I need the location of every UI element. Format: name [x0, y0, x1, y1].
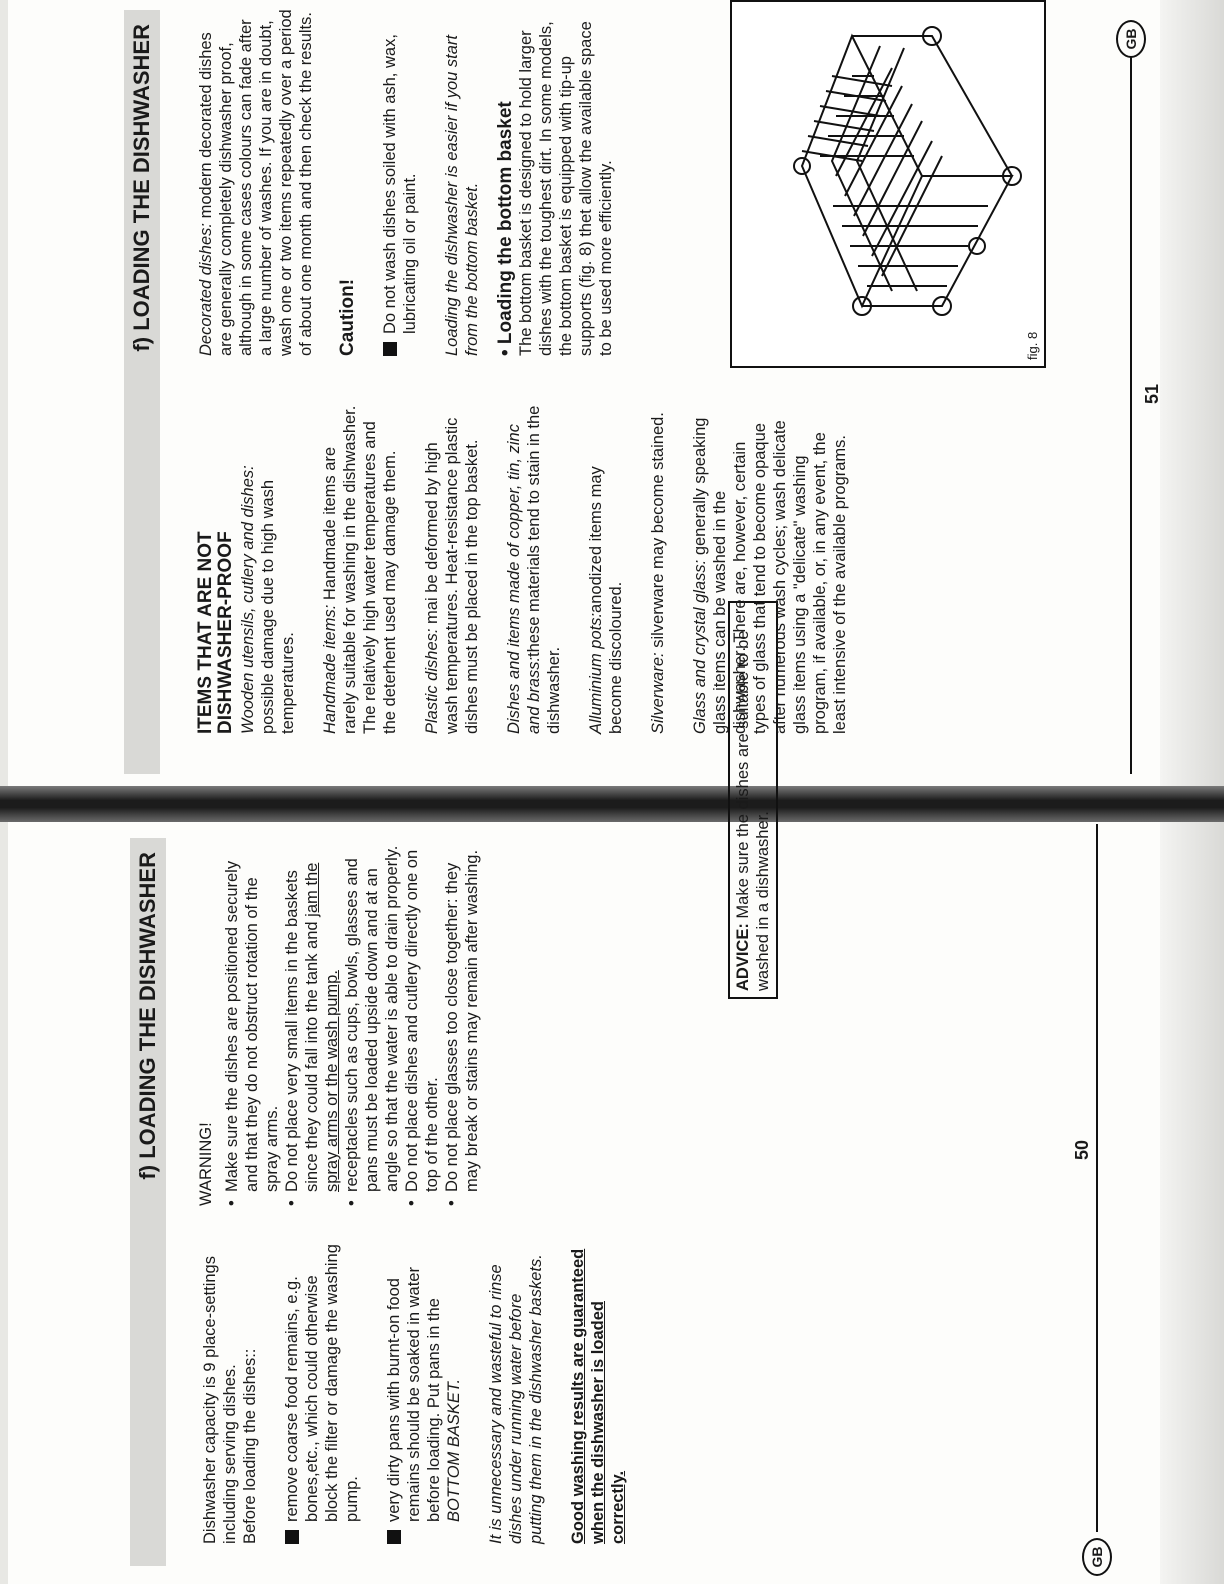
dot-bullet-icon: • — [343, 1200, 361, 1206]
not-dishwasher-proof-heading: ITEMS THAT ARE NOT DISHWASHER-PROOF — [195, 531, 236, 734]
capacity-line: Dishwasher capacity is 9 place-settings including serving dishes. — [201, 1256, 239, 1544]
bullet-dirty-pans: very dirty pans with burnt-on food remains should be soaked in water before loading. Put pans in the BOTTOM BASKET. — [384, 1244, 464, 1544]
dot-bullet-icon: • — [223, 1200, 241, 1206]
before-loading-line: Before loading the dishes:: — [241, 1348, 259, 1544]
capacity-text — [200, 1244, 260, 1544]
aluminium-pots: Alluminium pots:anodized items may become discoloured. — [587, 466, 625, 734]
figure-label: fig. 8 — [1025, 331, 1040, 360]
advice-box: ADVICE: Make sure the dishes are suitable to be washed in a dishwasher. — [728, 601, 778, 999]
page-50-column-1 — [200, 1244, 650, 1544]
figure-8-bottom-basket — [730, 0, 1046, 368]
silverware: Silverware: silverware may become stained. — [649, 412, 667, 734]
tip-glasses: • Do not place glasses too close together: they may break or stains may remain after washing. — [443, 849, 481, 1206]
page-51-column-1 — [196, 404, 872, 734]
square-bullet-icon — [387, 1530, 401, 1544]
square-bullet-icon — [285, 1530, 299, 1544]
page-51-footer-rule — [1130, 54, 1132, 774]
wooden-utensils: Wooden utensils, cutlery and dishes: possible damage due to high wash temperatures. — [239, 465, 297, 734]
copper-items: Dishes and items made of copper, tin, zinc and brass:these materials tend to stain in the dishwasher. — [505, 405, 563, 734]
bullet-remove-food: remove coarse food remains, e.g. bones,etc., which could otherwise block the filter or damage the washing pump. — [282, 1244, 362, 1544]
warning-label: WARNING! — [197, 1122, 215, 1206]
tip-dishes-secure: • Make sure the dishes are positioned securely and that they do not obstruct rotation of the spray arms. — [223, 860, 281, 1206]
loading-easier-note: Loading the dishwasher is easier if you start from the bottom basket. — [443, 34, 481, 356]
bullet-do-not-wash: Do not wash dishes soiled with ash, wax, lubricating oil or paint. — [380, 6, 420, 356]
handmade-items: Handmade items: Handmade items are rarely suitable for washing in the dishwasher. The relatively high water temperatures and the deterhent used may damage them. — [321, 405, 399, 734]
rinse-note: It is unnecessary and wasteful to rinse dishes under running water before putting them in the dishwasher baskets. — [487, 1254, 545, 1544]
caution-heading: Caution! — [337, 278, 358, 356]
dot-bullet-icon: • — [403, 1200, 421, 1206]
page-51-column-2 — [196, 6, 616, 356]
plastic-dishes: Plastic dishes: mai be deformed by high wash temperatures. Heat-resistance plastic dishes must be placed in the top basket. — [423, 417, 481, 734]
square-bullet-icon — [383, 342, 397, 356]
page-50-footer-rule — [1096, 824, 1098, 1532]
good-results-note: Good washing results are guaranteed when the dishwasher is loaded correctly. — [569, 1248, 627, 1544]
gb-language-badge-left: GB — [1082, 1538, 1112, 1576]
dish-basket-illustration — [732, 2, 1044, 366]
bottom-basket-section: • Loading the bottom basket The bottom basket is designed to hold larger dishes with the toughest dirt. In some models, the bottom basket is equipped with tip-up supports (fig. 8) thet allow the available space to be used more efficiently. — [496, 6, 616, 356]
tip-small-items: • Do not place very small items in the baskets since they could fall into the tank and jam the spray arms or the wash pump. — [283, 862, 341, 1206]
decorated-dishes: Decorated dishes: modern decorated dishes are generally completely dishwasher proof, although in some cases colours can fade after a large number of washes. If you are in doubt, wash one or two items repeatedly over a period of about one month and then check the results. — [197, 9, 315, 356]
gb-language-badge-right: GB — [1116, 20, 1146, 58]
page-number-51: 51 — [1142, 383, 1162, 404]
dot-bullet-icon: • — [443, 1200, 461, 1206]
page-number-50: 50 — [1072, 1139, 1092, 1160]
book-spine — [0, 786, 1224, 822]
glass-crystal: Glass and crystal glass: generally speaking glass items can be washed in the dishwasher. There are, however, certain types of glass that tend to become opaque after numerous wash cycles; wash delicate glass items using a "delicate" washing program, if available, or, in any event, the least intensive of the available programs. — [691, 417, 849, 734]
dot-bullet-icon: • — [283, 1200, 301, 1206]
bottom-basket-heading: • Loading the bottom basket — [495, 101, 516, 356]
page-50-column-2 — [196, 836, 482, 1206]
page-50-section-title: f) LOADING THE DISHWASHER — [130, 838, 166, 1566]
tip-cutlery: • Do not place dishes and cutlery directly one on top of the other. — [403, 849, 441, 1206]
page-51-section-title: f) LOADING THE DISHWASHER — [124, 10, 160, 774]
tip-receptacles: • receptacles such as cups, bowls, glasses and pans must be loaded upside down and at an angle so that the water is able to drain properly. — [343, 845, 401, 1206]
